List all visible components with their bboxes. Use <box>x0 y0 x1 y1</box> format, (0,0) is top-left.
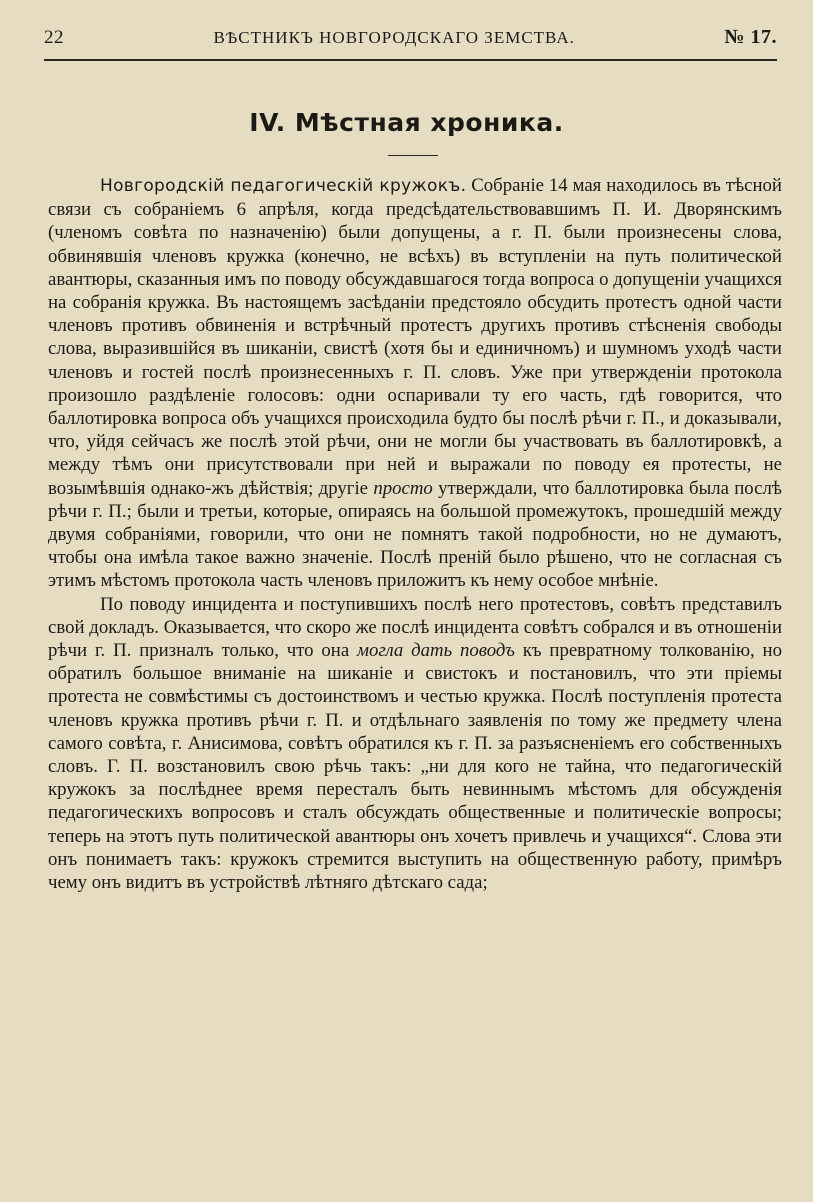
issue-number: № 17. <box>724 26 777 48</box>
italic-text: просто <box>373 477 433 499</box>
paragraph-lead: Новгородскій педагогическій кружокъ. <box>100 176 467 196</box>
paragraph-text: По поводу инцидента и поступившихъ послѣ него протестовъ, совѣтъ представилъ свой докладъ. Оказывается, что скоро же послѣ инцидента совѣтъ собрался и въ отношеніи рѣчи г. П. призналъ только, что она <box>48 593 782 662</box>
italic-text: могла дать поводъ <box>357 640 515 662</box>
journal-title: ВѢСТНИКЪ НОВГОРОДСКАГО ЗЕМСТВА. <box>213 28 575 47</box>
paragraph-text: Собраніе 14 мая находилось въ тѣсной связи съ собраніемъ 6 апрѣля, когда предсѣдательствовавшимъ П. И. Дворянскимъ (членомъ совѣта по назначенію) были допущены, а г. П. были произнесены слова, обвинявшія членовъ кружка (конечно, не всѣхъ) въ вступленіи на путь политической авантюры, сказанныя имъ по поводу обсуждавшагося тогда вопроса о допущеніи учащихся на собранія кружка. Въ настоящемъ засѣданіи предстояло обсудить протестъ одной части членовъ противъ обвиненія и встрѣчный протестъ другихъ противъ стѣсненія свободы слова, выразившійся въ шиканіи, свистѣ (хотя бы и единичномъ) и шумномъ уходѣ части членовъ и гостей послѣ произнесенныхъ г. П. словъ. Уже при утвержденіи протокола произошло раздѣленіе голосовъ: одни оспаривали ту его часть, гдѣ говорится, что баллотировка вопроса объ учащихся происходила будто бы послѣ рѣчи г. П., и доказывали, что, уйдя сейчасъ же послѣ этой рѣчи, они не могли бы участвовать въ баллотировкѣ, а между тѣмъ они присутствовали при ней и выражали по поводу ея протесты, не возымѣвшія однако-жъ дѣйствія; другіе <box>48 175 782 499</box>
title-divider <box>388 155 438 156</box>
paragraph-text: къ превратному толкованію, но обратилъ большое вниманіе на шиканіе и свистокъ и постановилъ, что эти пріемы протеста не совмѣстимы съ достоинствомъ и честью кружка. Послѣ поступленія протеста членовъ кружка противъ рѣчи г. П. и отдѣльнаго заявленія по тому же предмету члена самого совѣта, г. Анисимова, совѣтъ обратился къ г. П. за разъясненіемъ его собственныхъ словъ. Г. П. возстановилъ свою рѣчь такъ: „ни для кого не тайна, что педагогическій кружокъ за послѣднее время пересталъ быть невиннымъ мѣстомъ для обсужденія педагогическихъ вопросовъ и сталъ обсуждать общественные и политическіе вопросы; теперь на этотъ путь политической авантюры онъ хочетъ привлечь и учащихся“. Слова эти онъ понимаетъ такъ: кружокъ стремится выступить на общественную работу, примѣръ чему онъ видитъ въ устройствѣ лѣтняго дѣтскаго сада; <box>48 640 782 894</box>
paragraph <box>48 593 782 895</box>
section-title: IV. Мѣстная хроника. <box>249 108 564 137</box>
running-header <box>44 26 777 56</box>
article-body <box>48 174 782 894</box>
page-number: 22 <box>44 27 64 48</box>
paragraph-text: утверждали, что баллотировка была послѣ рѣчи г. П.; были и третьи, которые, опираясь на большой промежутокъ, прошедшій между двумя собраніями, говорили, что они не помнятъ такой подробности, но не думаютъ, чтобы она имѣла такое важно значеніе. Послѣ преній было рѣшено, что не согласная съ этимъ мѣстомъ протокола часть членовъ приложитъ къ нему особое мнѣніе. <box>48 477 783 592</box>
header-rule <box>44 59 777 61</box>
paragraph <box>48 174 782 593</box>
